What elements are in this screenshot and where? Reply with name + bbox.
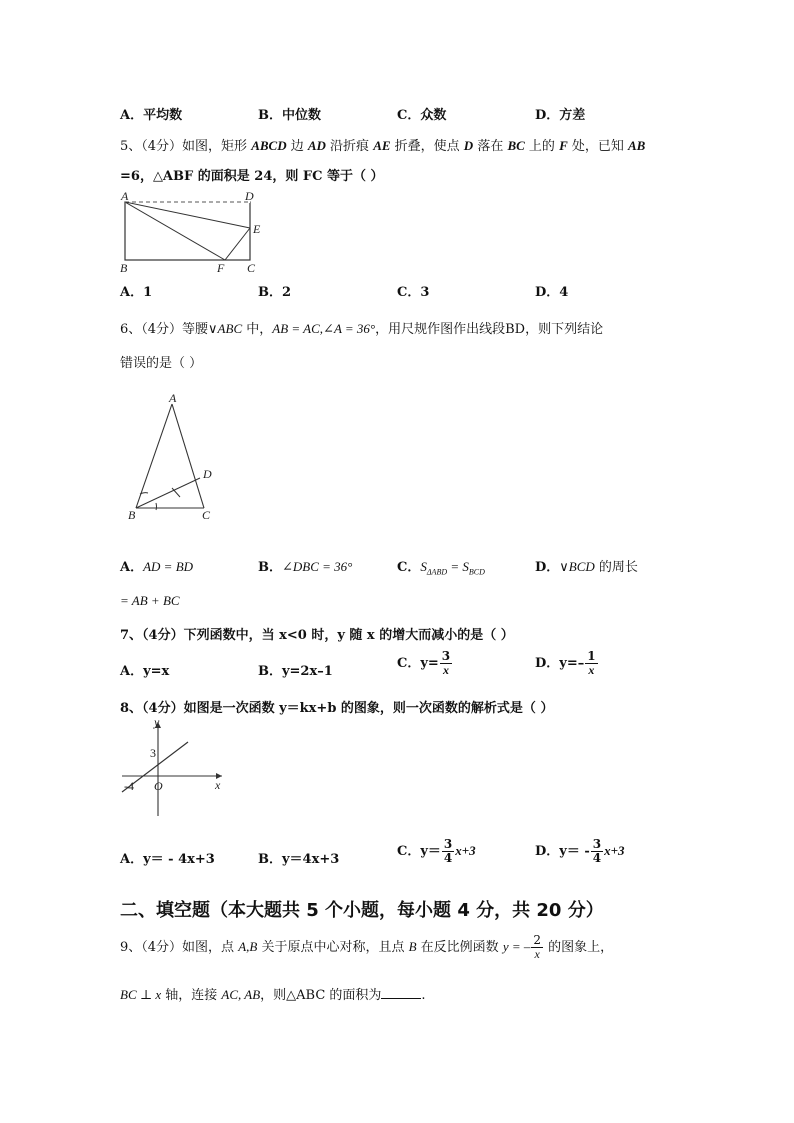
q5-option-a: A．1 [120,285,153,300]
axis-x-label: x [215,778,221,792]
label-C: C [247,261,256,275]
label-D: D [203,467,212,481]
answer-blank[interactable] [381,986,421,999]
x-intercept-label: -4 [124,779,134,793]
q4-option-a: A．平均数 [120,108,183,123]
q8-option-d: D．y＝ - $\frac{3}{4}$ x+3 [535,837,625,865]
q5-option-c: C．3 [397,285,430,300]
q9-stem-line2: BC ⊥ x 轴，连接 AC, AB，则△ABC 的面积为 . [120,987,426,1003]
q7-option-b: B．y=2x–1 [258,664,333,679]
q8-option-c: C．y＝ $\frac{3}{4}$ x+3 [397,837,476,865]
label-D: D [245,189,254,203]
q6-stem-line2: 错误的是（ ） [120,356,203,371]
q8-stem: 8、（4分）如图是一次函数 y＝kx+b 的图象，则一次函数的解析式是（ ） [120,701,554,716]
q6-option-d-line2: = AB + BC [120,593,180,608]
q6-option-c: C．$S_{\Delta ABD} = S_{BCD}$ [397,559,485,577]
q7-option-d: D．y=– $\frac{1}{x}$ [535,649,596,677]
q7-option-a: A．y=x [120,664,170,679]
q5-option-d: D．4 [535,285,569,300]
q6-option-d: D．∨BCD 的周长 [535,559,638,575]
q4-option-c: C．众数 [397,108,447,123]
q6-option-b: B．∠DBC = 36° [258,559,353,575]
label-A: A [169,391,177,405]
q6-option-a: A．AD = BD [120,559,194,575]
origin-label: O [154,779,163,793]
section-heading-fill-blank: 二、填空题（本大题共 5 个小题，每小题 4 分，共 20 分） [120,900,604,921]
q9-stem-line1: 9、（4分）如图，点 A,B 关于原点中心对称，且点 B 在反比例函数 y = – $\frac{2}{x}$ 的图象上， [120,933,614,961]
label-B: B [120,261,128,275]
label-C: C [202,508,211,522]
q5-stem-line2: =6，△ABF 的面积是 24，则 FC 等于（ ） [120,169,384,184]
label-B: B [128,508,136,522]
y-intercept-label: 3 [150,746,156,760]
label-E: E [253,222,261,236]
q5-option-b: B．2 [258,285,292,300]
q4-option-d: D．方差 [535,108,586,123]
q7-option-c: C．y= $\frac{3}{x}$ [397,649,451,677]
q5-stem-line1: 5、（4分）如图，矩形 ABCD 边 AD 沿折痕 AE 折叠，使点 D 落在 BC 上的 F 处，已知 AB [120,138,646,154]
label-A: A [121,189,129,203]
q6-stem-line1: 6、（4分）等腰∨ABC 中，AB = AC,∠A = 36°，用尺规作图作出线段BD，则下列结论 [120,321,604,337]
label-F: F [217,261,225,275]
axis-y-label: y [154,716,160,729]
q8-option-a: A．y＝ - 4x+3 [120,852,215,867]
q4-option-b: B．中位数 [258,108,321,123]
q7-stem: 7、（4分）下列函数中，当 x<0 时，y 随 x 的增大而减小的是（ ） [120,628,514,643]
q5-rectangle-figure [115,188,275,278]
q8-line-graph [118,716,228,821]
q8-option-b: B．y＝4x+3 [258,852,340,867]
q6-triangle-figure [120,390,230,525]
